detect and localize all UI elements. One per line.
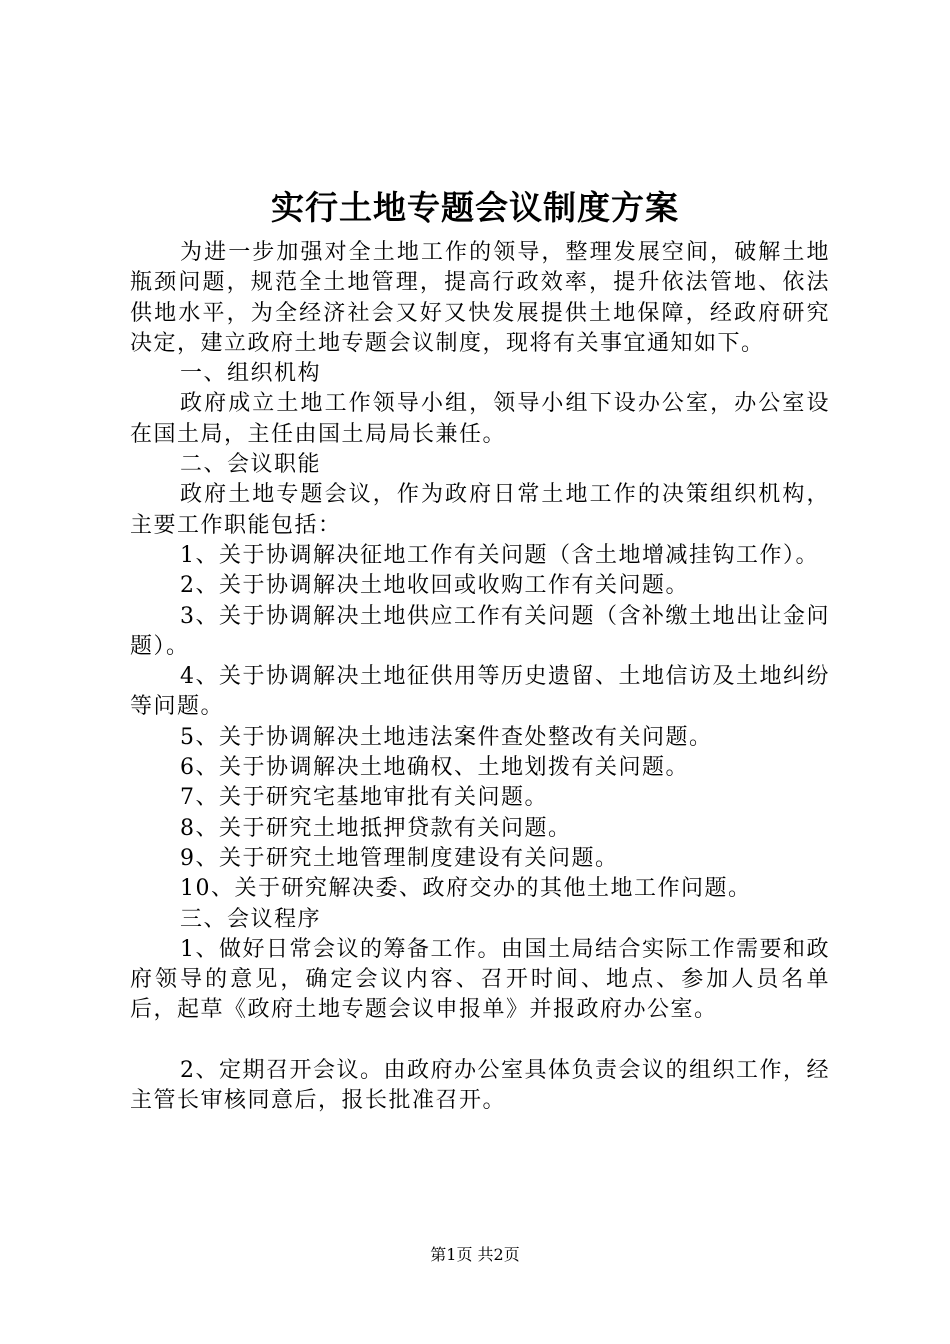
function-item-3: 3、关于协调解决土地供应工作有关问题（含补缴土地出让金问题）。: [130, 603, 830, 659]
functions-intro-paragraph: 政府土地专题会议，作为政府日常土地工作的决策组织机构，主要工作职能包括：: [130, 482, 830, 538]
function-item-10: 10、关于研究解决委、政府交办的其他土地工作问题。: [180, 876, 752, 902]
page-number: 第1页 共2页: [430, 1245, 520, 1264]
function-item-4: 4、关于协调解决土地征供用等历史遗留、土地信访及土地纠纷等问题。: [130, 664, 830, 720]
function-item-5: 5、关于协调解决土地违法案件查处整改有关问题。: [180, 724, 713, 750]
section-heading-functions: 二、会议职能: [180, 452, 322, 478]
intro-paragraph: 为进一步加强对全土地工作的领导，整理发展空间，破解土地瓶颈问题，规范全土地管理，提高行政效率，提升依法管地、依法供地水平，为全经济社会又好又快发展提供土地保障，经政府研究决定，建立政府土地专题会议制度，现将有关事宜通知如下。: [130, 240, 830, 356]
function-item-7: 7、关于研究宅基地审批有关问题。: [180, 785, 548, 811]
document-title: 实行土地专题会议制度方案: [271, 188, 679, 227]
procedure-item-1: 1、做好日常会议的筹备工作。由国土局结合实际工作需要和政府领导的意见，确定会议内容、召开时间、地点、参加人员名单后，起草《政府土地专题会议申报单》并报政府办公室。: [130, 936, 830, 1023]
section-heading-organization: 一、组织机构: [180, 361, 322, 387]
document-body: [130, 238, 830, 1116]
organization-paragraph: 政府成立土地工作领导小组，领导小组下设办公室，办公室设在国土局，主任由国土局局长兼任。: [130, 391, 830, 447]
function-item-6: 6、关于协调解决土地确权、土地划拨有关问题。: [180, 755, 689, 781]
function-item-1: 1、关于协调解决征地工作有关问题（含土地增减挂钩工作）。: [180, 542, 819, 568]
section-heading-procedure: 三、会议程序: [180, 906, 322, 932]
procedure-item-2: 2、定期召开会议。由政府办公室具体负责会议的组织工作，经主管长审核同意后，报长批准召开。: [130, 1057, 830, 1114]
function-item-2: 2、关于协调解决土地收回或收购工作有关问题。: [180, 573, 689, 599]
function-item-8: 8、关于研究土地抵押贷款有关问题。: [180, 815, 572, 841]
function-item-9: 9、关于研究土地管理制度建设有关问题。: [180, 845, 619, 871]
